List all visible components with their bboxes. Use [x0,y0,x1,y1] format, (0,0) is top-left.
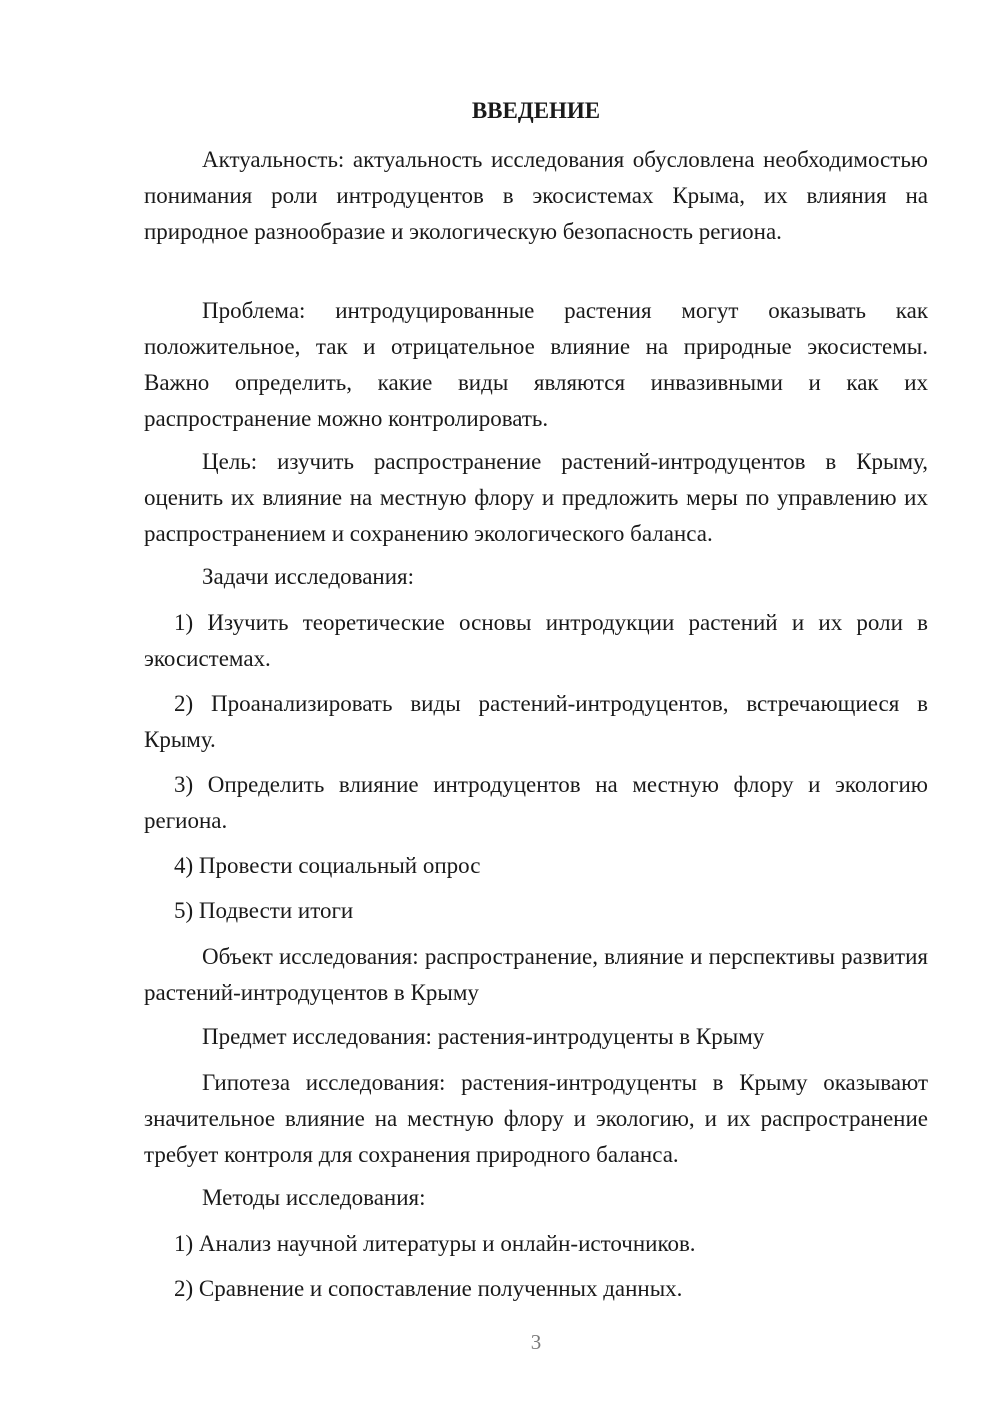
paragraph-tasks-heading: Задачи исследования: [202,564,415,589]
task-item-3: 3) Определить влияние интродуцентов на местную флору и экологию региона. [144,772,928,833]
paragraph-relevance: Актуальность: актуальность исследования обусловлена необходимостью понимания роли интродуцентов в экосистемах Крыма, их влияния на природное разнообразие и экологическую безопасность региона. [144,147,928,244]
page-number: 3 [530,1330,542,1354]
task-item-2: 2) Проанализировать виды растений-интродуцентов, встречающиеся в Крыму. [144,691,928,752]
task-item-4: 4) Провести социальный опрос [174,853,481,878]
method-item-1: 1) Анализ научной литературы и онлайн-источников. [174,1231,696,1256]
paragraph-methods-heading: Методы исследования: [202,1185,426,1210]
method-item-2: 2) Сравнение и сопоставление полученных данных. [174,1276,683,1301]
paragraph-goal: Цель: изучить распространение растений-интродуцентов в Крыму, оценить их влияние на местную флору и предложить меры по управлению их распространением и сохранению экологического баланса. [144,449,928,546]
task-item-1: 1) Изучить теоретические основы интродукции растений и их роли в экосистемах. [144,610,928,671]
paragraph-subject: Предмет исследования: растения-интродуценты в Крыму [202,1024,765,1049]
paragraph-object: Объект исследования: распространение, влияние и перспективы развития растений-интродуцентов в Крыму [144,944,928,1005]
paragraph-hypothesis: Гипотеза исследования: растения-интродуценты в Крыму оказывают значительное влияние на местную флору и экологию, и их распространение требует контроля для сохранения природного баланса. [144,1070,928,1167]
task-item-5: 5) Подвести итоги [174,898,354,923]
paragraph-problem: Проблема: интродуцированные растения могут оказывать как положительное, так и отрицательное влияние на природные экосистемы. Важно определить, какие виды являются инвазивными и как их распространение можно контролировать. [144,298,928,431]
section-title: ВВЕДЕНИЕ [471,98,601,123]
